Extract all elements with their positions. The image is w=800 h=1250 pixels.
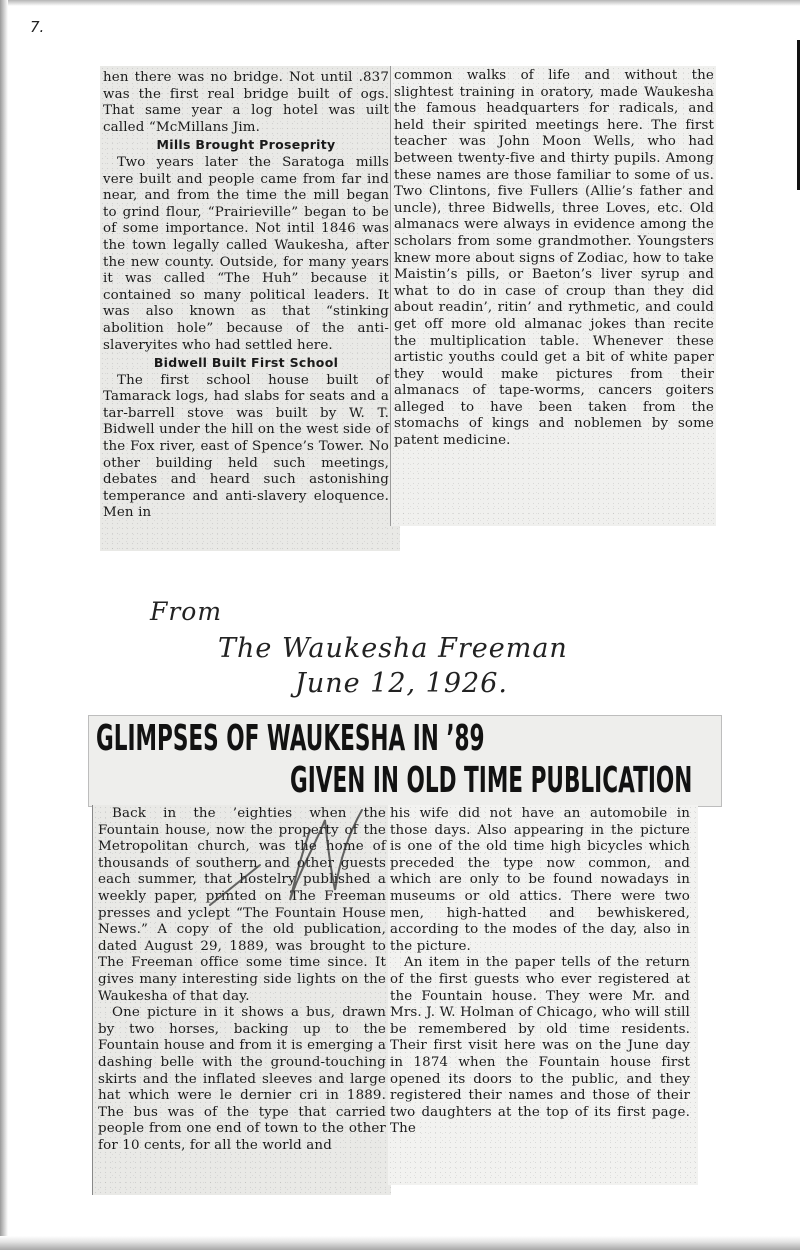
page-number: 7.	[30, 18, 45, 36]
handwritten-from: From	[150, 597, 223, 626]
paragraph: One picture in it shows a bus, drawn by two horses, backing up to the Fountain house and from it is emerging a dashing belle with the ground-touching skirts and the inflated sleeves and large hat which were le dernier cri in 1889. The bus was of the type that carried people from one end of town to the other for 10 cents, for all the world and	[98, 1005, 386, 1153]
paragraph: his wife did not have an automobile in those days. Also appearing in the picture is one of the old time high bicycles which preceded the type now common, and which are only to be found nowadays in museums or old attics. There were two men, high-hatted and bewhiskered, according to the modes of the day, also in the picture.	[390, 806, 690, 954]
paragraph: hen there was no bridge. Not until .837 was the first real bridge built of ogs. That same year a log hotel was uilt called “McMillans Jim.	[103, 70, 389, 135]
handwritten-date: June 12, 1926.	[295, 668, 508, 699]
paragraph: Two years later the Saratoga mills vere built and people came from far ind near, and from the time the mill began to grind flour, “Prairieville” began to be of some importance. Not intil 1846 was the town legally called Waukesha, after the new county. Outside, for many years it was called “The Huh” because it contained so many political leaders. It was also known as that “stinking abolition hole” because of the anti-slaveryites who had settled here.	[103, 154, 389, 353]
clipping-top-column-right	[394, 68, 714, 450]
article-column-right	[390, 806, 690, 1138]
headline-line-1: GLIMPSES OF WAUKESHA IN ’89	[96, 718, 485, 759]
paragraph: An item in the paper tells of the return of the first guests who ever registered at the Fountain house. They were Mr. and Mrs. J. W. Holman of Chicago, who will still be remembered by old time residents. Their first visit here was on the June day in 1874 when the Fountain house first opened its doors to the public, and they registered their names and those of their two daughters at the top of its first page. The	[390, 955, 690, 1137]
subheading: Mills Brought Proseprity	[156, 137, 336, 153]
scan-edge-bottom	[0, 1236, 800, 1250]
subheading: Bidwell Built First School	[153, 355, 339, 371]
scan-edge-left	[0, 0, 8, 1250]
handwritten-source: The Waukesha Freeman	[218, 633, 568, 664]
headline-line-2: GIVEN IN OLD TIME PUBLICATION	[290, 760, 693, 801]
paragraph: Back in the ’eighties when the Fountain house, now the property of the Metropolitan church, was the home of thousands of southern and other guests each summer, that hostelry published a weekly paper, printed on The Freeman presses and yclept “The Fountain House News.” A copy of the old publication, dated August 29, 1889, was brought to The Freeman office some time since. It gives many interesting side lights on the Waukesha of that day.	[98, 806, 386, 1004]
paragraph: The first school house built of Tamarack logs, had slabs for seats and a tar-barrell stove was built by W. T. Bidwell under the hill on the west side of the Fox river, east of Spence’s Tower. No other building held such meetings, debates and heard such astonishing temperance and anti-slavery eloquence. Men in	[103, 372, 389, 521]
paragraph: common walks of life and without the slightest training in oratory, made Waukesha the famous headquarters for radicals, and held their spirited meetings here. The first teacher was John Moon Wells, who had between twenty-five and thirty pupils. Among these names are those familiar to some of us. Two Clintons, five Fullers (Allie’s father and uncle), three Bidwells, three Loves, etc. Old almanacs were always in evidence among the scholars from some grandmother. Youngsters knew more about signs of Zodiac, how to take Maistin’s pills, or Baeton’s liver syrup and what to do in case of croup than they did about readin’, ritin’ and rythmetic, and could get off more old almanac jokes than recite the multiplication table. Whenever these artistic youths could get a bit of white paper they would make pictures from their almanacs of tape-worms, cancers goiters alleged to have been taken from the stomachs of kings and noblemen by some patent medicine.	[394, 68, 714, 449]
scan-edge-top	[0, 0, 800, 6]
article-column-left	[98, 806, 386, 1154]
clipping-top-column-left	[103, 70, 389, 522]
